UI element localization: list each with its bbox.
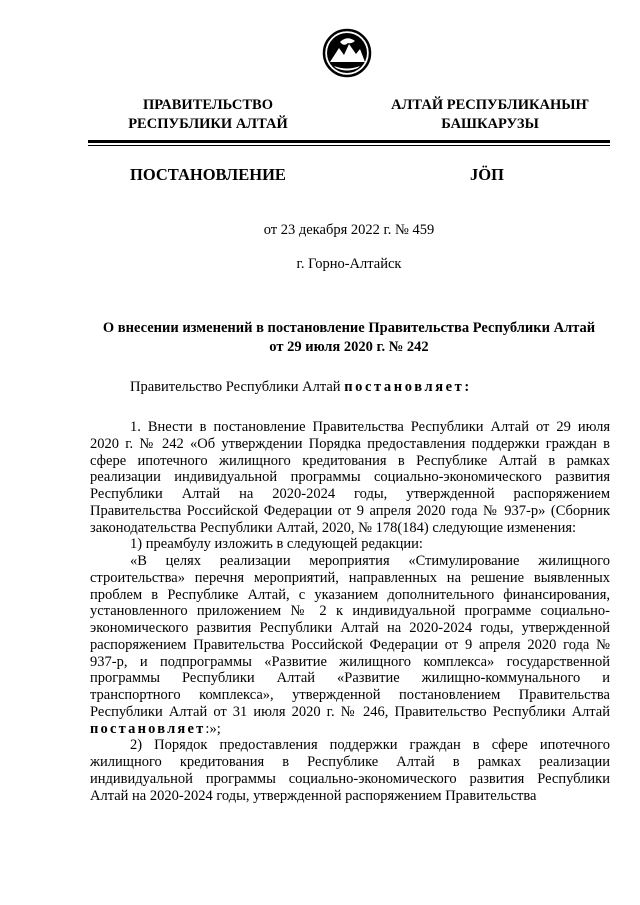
doc-type-ru: ПОСТАНОВЛЕНИЕ xyxy=(130,165,286,184)
header-government-ru xyxy=(108,96,308,134)
paragraph-subitem-1: 1) преамбулу изложить в следующей редакции: xyxy=(130,536,423,553)
title-line1: О внесении изменений в постановление Правительства Республики Алтай xyxy=(102,320,596,336)
preamble-quote-decree-word: постановляет xyxy=(90,720,206,737)
header-divider-thin xyxy=(88,145,610,146)
preamble-quote-text: «В целях реализации мероприятия «Стимулирование жилищного строительства» перечня мероприятий, направленных на решение выявленных проблем в Республике Алтай, с указанием дополнительного финансирования, установленного приложением № 2 к индивидуальной программе социально-экономического развития Республики Алтай на 2020-2024 годы, утвержденной распоряжением Правительства Российской Федерации от 9 апреля 2020 года № 937-р, и подпрограммы «Развитие жилищного комплекса» государственной программы Республики Алтай «Развитие жилищно-коммунального и транспортного комплекса», утвержденной постановлением Правительства Республики Алтай от 31 июля 2020 г. № 246, Правительство Республики Алтай xyxy=(90,553,610,720)
coat-of-arms-griffin-icon xyxy=(322,28,372,78)
document-title xyxy=(88,319,610,357)
header-right-line2: БАШКАРУЗЫ xyxy=(441,116,539,132)
preamble xyxy=(130,379,472,396)
header-government-alt xyxy=(380,96,600,134)
doc-type-alt: JÖП xyxy=(470,165,504,184)
title-line2: от 29 июля 2020 г. № 242 xyxy=(269,339,429,355)
header-right-line1: АЛТАЙ РЕСПУБЛИКАНЫҤ xyxy=(391,97,589,113)
paragraph-item-1: 1. Внести в постановление Правительства Республики Алтай от 29 июля 2020 г. № 242 «Об утверждении Порядка предоставления поддержки граждан в сфере ипотечного жилищного кредитования в Республике Алтай в рамках реализации индивидуальной программы социально-экономического развития Республики Алтай на 2020-2024 годы, утвержденной распоряжением Правительства Российской Федерации от 9 апреля 2020 года № 937-р» (Сборник законодательства Республики Алтай, 2020, № 178(184) следующие изменения: xyxy=(90,419,610,536)
preamble-quote-tail: :»; xyxy=(205,720,221,737)
document-date-number: от 23 декабря 2022 г. № 459 xyxy=(263,222,435,238)
header-divider-thick xyxy=(88,140,610,143)
header-left-line2: РЕСПУБЛИКИ АЛТАЙ xyxy=(128,116,288,132)
preamble-decree-word: постановляет: xyxy=(344,379,472,395)
paragraph-subitem-2: 2) Порядок предоставления поддержки граждан в сфере ипотечного жилищного кредитования в Республике Алтай в рамках реализации индивидуальной программы социально-экономического развития Республики Алтай на 2020-2024 годы, утвержденной распоряжением Правительства xyxy=(90,737,610,804)
document-city: г. Горно-Алтайск xyxy=(296,256,402,272)
paragraph-preamble-quote xyxy=(90,553,610,737)
preamble-text: Правительство Республики Алтай xyxy=(130,379,345,395)
header-left-line1: ПРАВИТЕЛЬСТВО xyxy=(143,97,273,113)
document-body xyxy=(90,419,610,804)
